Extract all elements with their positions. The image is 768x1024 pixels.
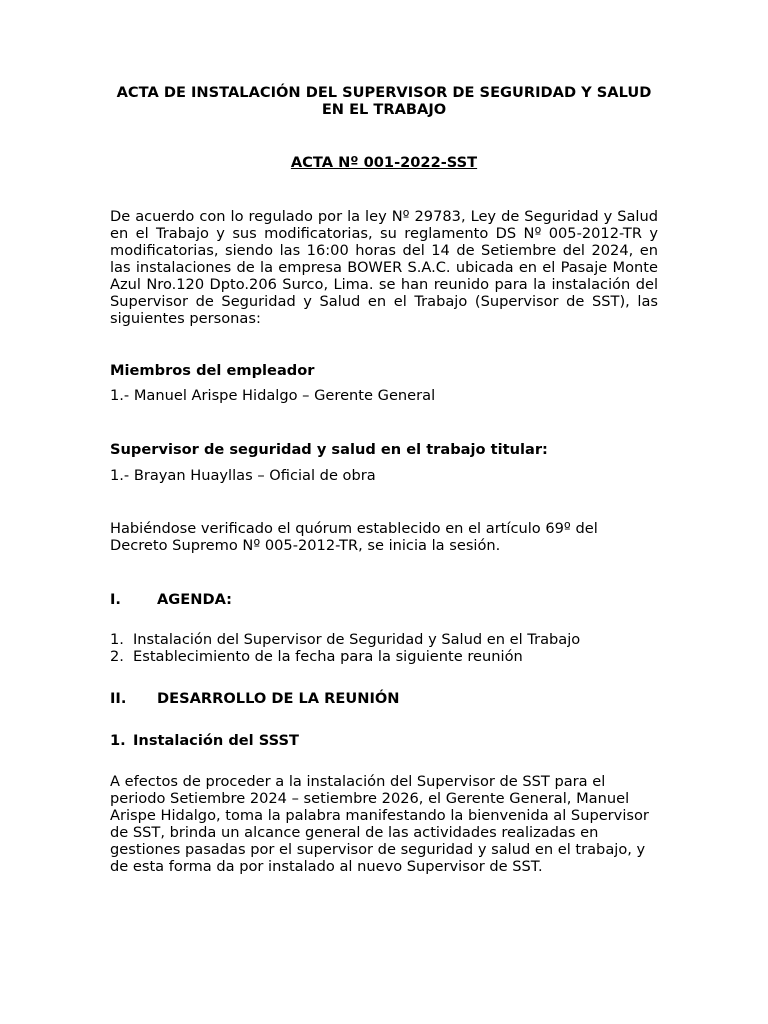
section-development-number: II. (110, 690, 127, 707)
list-item-number: 1. (110, 631, 124, 648)
acta-number: ACTA Nº 001-2022-SST (290, 154, 478, 171)
section-development-title: DESARROLLO DE LA REUNIÓN (157, 690, 400, 707)
agenda-list (110, 631, 580, 665)
subsection-installation-number: 1. (110, 732, 126, 749)
development-paragraph: A efectos de proceder a la instalación del Supervisor de SST para el periodo Setiembre 2024 – setiembre 2026, el Gerente General, Manuel Arispe Hidalgo, toma la palabra manifestando la bienvenida al Supervisor de SST, brinda un alcance general de las actividades realizadas en gestiones pasadas por el supervisor de seguridad y salud en el trabajo, y de esta forma da por instalado al nuevo Supervisor de SST. (110, 773, 649, 875)
section-development-heading (110, 690, 400, 707)
supervisor-member: 1.- Brayan Huayllas – Oficial de obra (110, 467, 376, 484)
list-item (110, 631, 580, 648)
list-item-text: Instalación del Supervisor de Seguridad y Salud en el Trabajo (133, 631, 581, 648)
section-agenda-number: I. (110, 591, 121, 608)
employer-member: 1.- Manuel Arispe Hidalgo – Gerente General (110, 387, 436, 404)
document-title-line-1: ACTA DE INSTALACIÓN DEL SUPERVISOR DE SEGURIDAD Y SALUD (116, 84, 652, 101)
list-item-text: Establecimiento de la fecha para la siguiente reunión (133, 648, 523, 665)
intro-paragraph: De acuerdo con lo regulado por la ley Nº 29783, Ley de Seguridad y Salud en el Trabajo y sus modificatorias, su reglamento DS Nº 005-2012-TR y modificatorias, siendo las 16:00 horas del 14 de Setiembre del 2024, en las instalaciones de la empresa BOWER S.A.C. ubicada en el Pasaje Monte Azul Nro.120 Dpto.206 Surco, Lima. se han reunido para la instalación del Supervisor de Seguridad y Salud en el Trabajo (Supervisor de SST), las siguientes personas: (110, 208, 658, 327)
list-item-number: 2. (110, 648, 124, 665)
list-item (110, 648, 580, 665)
document-title-line-2: EN EL TRABAJO (321, 101, 447, 118)
supervisor-heading: Supervisor de seguridad y salud en el trabajo titular: (110, 441, 548, 458)
quorum-paragraph: Habiéndose verificado el quórum establecido en el artículo 69º del Decreto Supremo Nº 005-2012-TR, se inicia la sesión. (110, 520, 598, 554)
subsection-installation-title: Instalación del SSST (133, 732, 299, 749)
document-title (110, 84, 658, 118)
section-agenda-heading (110, 591, 232, 608)
subsection-installation-heading (110, 732, 299, 749)
employer-heading: Miembros del empleador (110, 362, 315, 379)
section-agenda-title: AGENDA: (157, 591, 232, 608)
